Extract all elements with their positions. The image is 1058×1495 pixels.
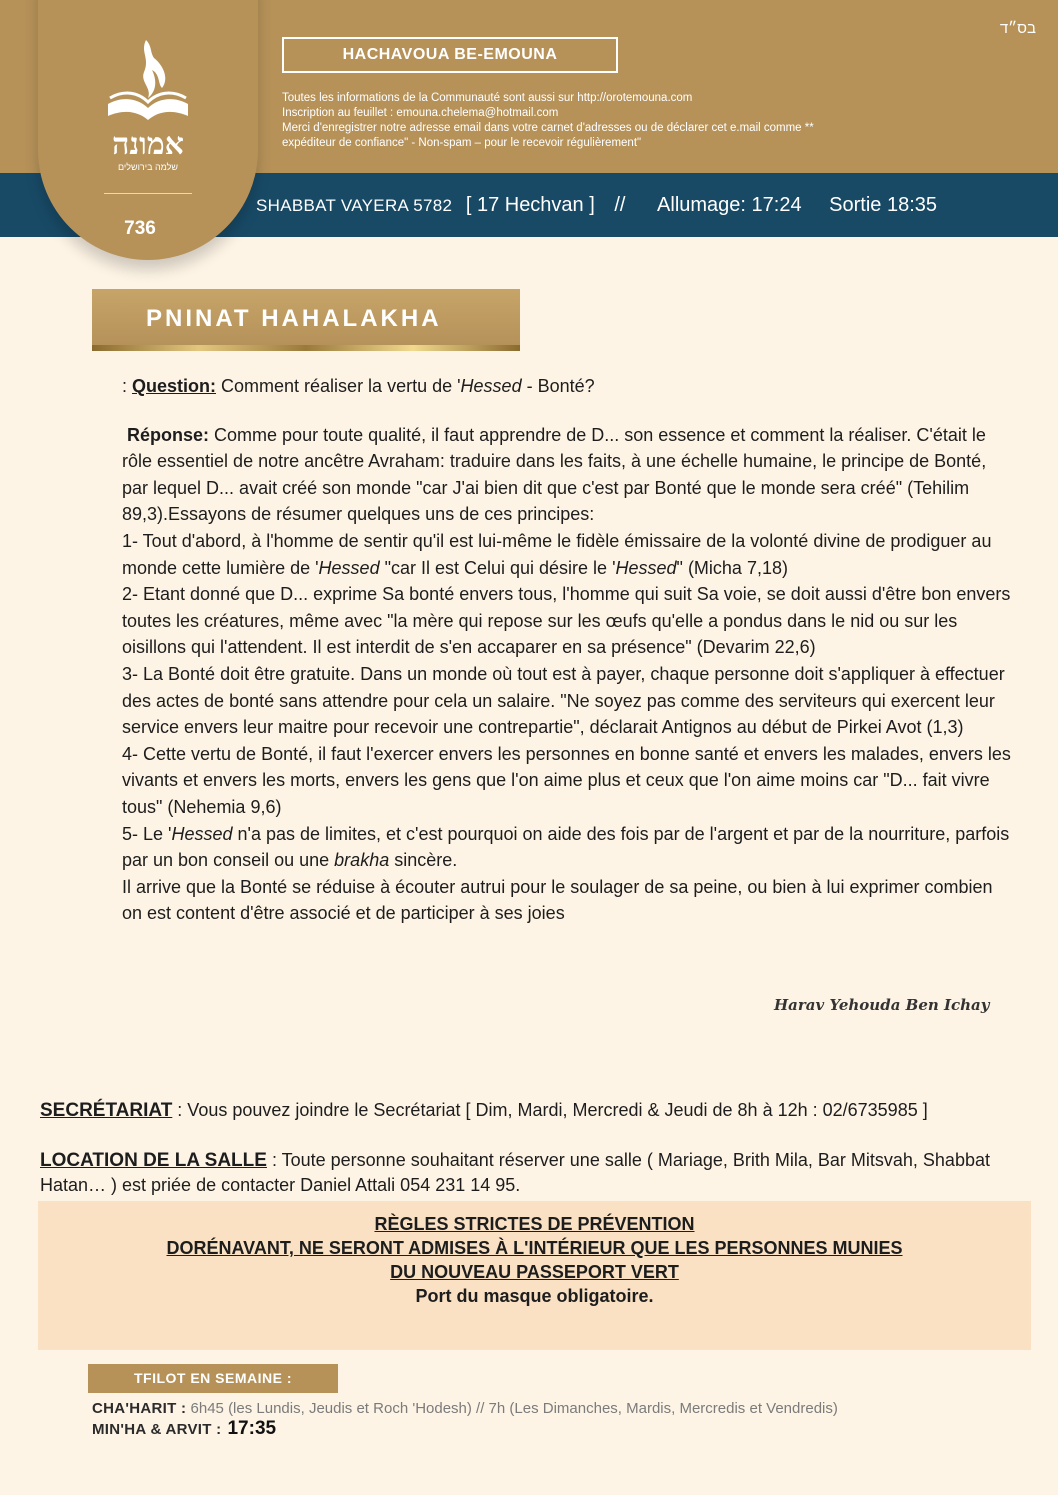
info-line: Inscription au feuillet : emouna.chelema@hotmail.com bbox=[282, 107, 559, 119]
chaharit-row bbox=[92, 1400, 838, 1417]
shabbat-end-time: Sortie 18:35 bbox=[829, 194, 938, 216]
candle-lighting-time: Allumage: 17:24 bbox=[657, 194, 802, 216]
minha-time: 17:35 bbox=[227, 1418, 277, 1439]
p1-emphasis: Hessed bbox=[318, 557, 380, 578]
p5-text: 5- Le ' bbox=[122, 823, 172, 844]
hall-rental-info bbox=[40, 1148, 1030, 1197]
p5-text: sincère. bbox=[389, 850, 458, 871]
minha-row bbox=[92, 1418, 276, 1440]
secretariat-info bbox=[40, 1099, 1030, 1122]
p1-text: "car Il est Celui qui désire le ' bbox=[379, 557, 616, 578]
section-title: PNINAT HAHALAKHA bbox=[146, 305, 442, 332]
notice-title: RÈGLES STRICTES DE PRÉVENTION bbox=[374, 1214, 695, 1234]
p5-emphasis: brakha bbox=[334, 850, 390, 871]
section-banner bbox=[92, 289, 520, 351]
principle-2: 2- Etant donné que D... exprime Sa bonté envers tous, l'homme qui suit Sa voie, se doit aussi d'être bon envers toutes les créatures, même avec "la mère qui repose sur les œufs qu'elle a pondus dans le nid ou sur les oisillons qui l'attendent. Il est interdit de s'en accaparer en sa présence" (Devarim 22,6) bbox=[122, 584, 1011, 658]
p5-text: n'a pas de limites, et c'est pourquoi on aide des fois par de l'argent et par de la nourriture, parfois par un bon conseil ou une bbox=[122, 823, 1010, 871]
principle-3: 3- La Bonté doit être gratuite. Dans un monde où tout est à payer, chaque personne doit s'appliquer à effectuer des actes de bonté sans attendre pour cela un salaire. "Ne soyez pas comme des serviteurs qui exercent leur service envers leur maitre pour recevoir une contrepartie", déclarait Antignos au début de Pirkei Avot (1,3) bbox=[122, 663, 1005, 738]
p1-text: 1- Tout d'abord, à l'homme de sentir qu'il est lui-même le fidèle émissaire de la volonté divine de prodiguer au monde cette lumière de ' bbox=[122, 530, 992, 578]
hebrew-date: [ 17 Hechvan ] bbox=[465, 194, 595, 216]
question bbox=[122, 373, 1014, 400]
bsd-mark: בס״ד bbox=[999, 20, 1036, 37]
answer-intro bbox=[122, 422, 1014, 528]
question-text: Comment réaliser la vertu de ' bbox=[216, 376, 461, 396]
p1-emphasis: Hessed bbox=[615, 557, 677, 578]
notice-line: DORÉNAVANT, NE SERONT ADMISES À L'INTÉRIEUR QUE LES PERSONNES MUNIES bbox=[166, 1238, 903, 1258]
chaharit-times: 6h45 (les Lundis, Jeudis et Roch 'Hodesh) // 7h (Les Dimanches, Mardis, Mercredis et Vendredis) bbox=[186, 1400, 838, 1417]
prevention-notice bbox=[38, 1201, 1031, 1350]
info-line: Toutes les informations de la Communauté sont aussi sur http://orotemouna.com bbox=[282, 92, 693, 104]
logo-divider bbox=[104, 193, 192, 194]
newsletter-title: HACHAVOUA BE-EMOUNA bbox=[282, 37, 618, 73]
info-line: expéditeur de confiance" - Non-spam – pour le recevoir régulièrement" bbox=[282, 137, 642, 149]
chaharit-label: CHA'HARIT : bbox=[92, 1400, 187, 1417]
answer-label: Réponse: bbox=[127, 424, 210, 445]
tfilot-label: TFILOT EN SEMAINE : bbox=[88, 1364, 338, 1393]
secretariat-label: SECRÉTARIAT bbox=[40, 1100, 173, 1121]
answer-text: Comme pour toute qualité, il faut apprendre de D... son essence et comment la réaliser. C'était le rôle essentiel de notre ancêtre Avraham: traduire dans les faits, à une échelle humaine, le principe de Bonté, par lequel D... avait créé son monde "car J'ai bien dit que c'est par Bonté que le monde sera créé" (Tehilim 89,3).Essayons de résumer quelques uns de ces principes: bbox=[122, 424, 987, 525]
principle-5 bbox=[122, 821, 1014, 874]
issue-number: 736 bbox=[124, 218, 156, 239]
shabbat-times bbox=[256, 192, 945, 219]
gold-rule bbox=[92, 345, 520, 351]
notice-line: DU NOUVEAU PASSEPORT VERT bbox=[390, 1262, 679, 1282]
minha-label: MIN'HA & ARVIT : bbox=[92, 1421, 222, 1438]
shabbat-name: SHABBAT VAYERA 5782 bbox=[256, 196, 453, 215]
question-text-end: - Bonté? bbox=[521, 376, 595, 396]
p1-text: " (Micha 7,18) bbox=[676, 557, 788, 578]
logo-wordmark: אמונה bbox=[112, 127, 184, 162]
logo-subtitle: שלמה בירושלים bbox=[117, 162, 178, 172]
article-body bbox=[122, 373, 1014, 927]
date-separator: // bbox=[614, 194, 626, 216]
principle-1 bbox=[122, 528, 1014, 581]
author-signature: Harav Yehouda Ben Ichay bbox=[774, 996, 990, 1014]
question-emphasis: Hessed bbox=[460, 376, 522, 396]
community-info bbox=[282, 91, 814, 151]
principle-4: 4- Cette vertu de Bonté, il faut l'exercer envers les personnes en bonne santé et envers les malades, envers les vivants et envers les morts, envers les gens que l'on aime plus et ceux que l'on aime moins car "D... fait vivre tous" (Nehemia 9,6) bbox=[122, 743, 1011, 817]
info-line: Merci d'enregistrer notre adresse email dans votre carnet d'adresses ou de déclarer cet e.mail comme ** bbox=[282, 122, 814, 134]
secretariat-text: : Vous pouvez joindre le Secrétariat [ Dim, Mardi, Mercredi & Jeudi de 8h à 12h : 02/6735985 ] bbox=[172, 1100, 928, 1120]
question-label: Question: bbox=[132, 376, 217, 396]
closing-paragraph: Il arrive que la Bonté se réduise à écouter autrui pour le soulager de sa peine, ou bien à lui exprimer combien on est content d'être associé et de participer à ses joies bbox=[122, 876, 993, 924]
hall-rental-text: : Toute personne souhaitant réserver une salle ( Mariage, Brith Mila, Bar Mitsvah, Shabbat Hatan… ) est priée de contacter Daniel Attali 054 231 14 95. bbox=[40, 1150, 990, 1195]
question-prefix: : bbox=[122, 376, 133, 396]
hall-rental-label: LOCATION DE LA SALLE bbox=[40, 1150, 267, 1171]
notice-mask: Port du masque obligatoire. bbox=[415, 1286, 654, 1306]
p5-emphasis: Hessed bbox=[171, 823, 233, 844]
flame-book-icon bbox=[100, 38, 196, 128]
